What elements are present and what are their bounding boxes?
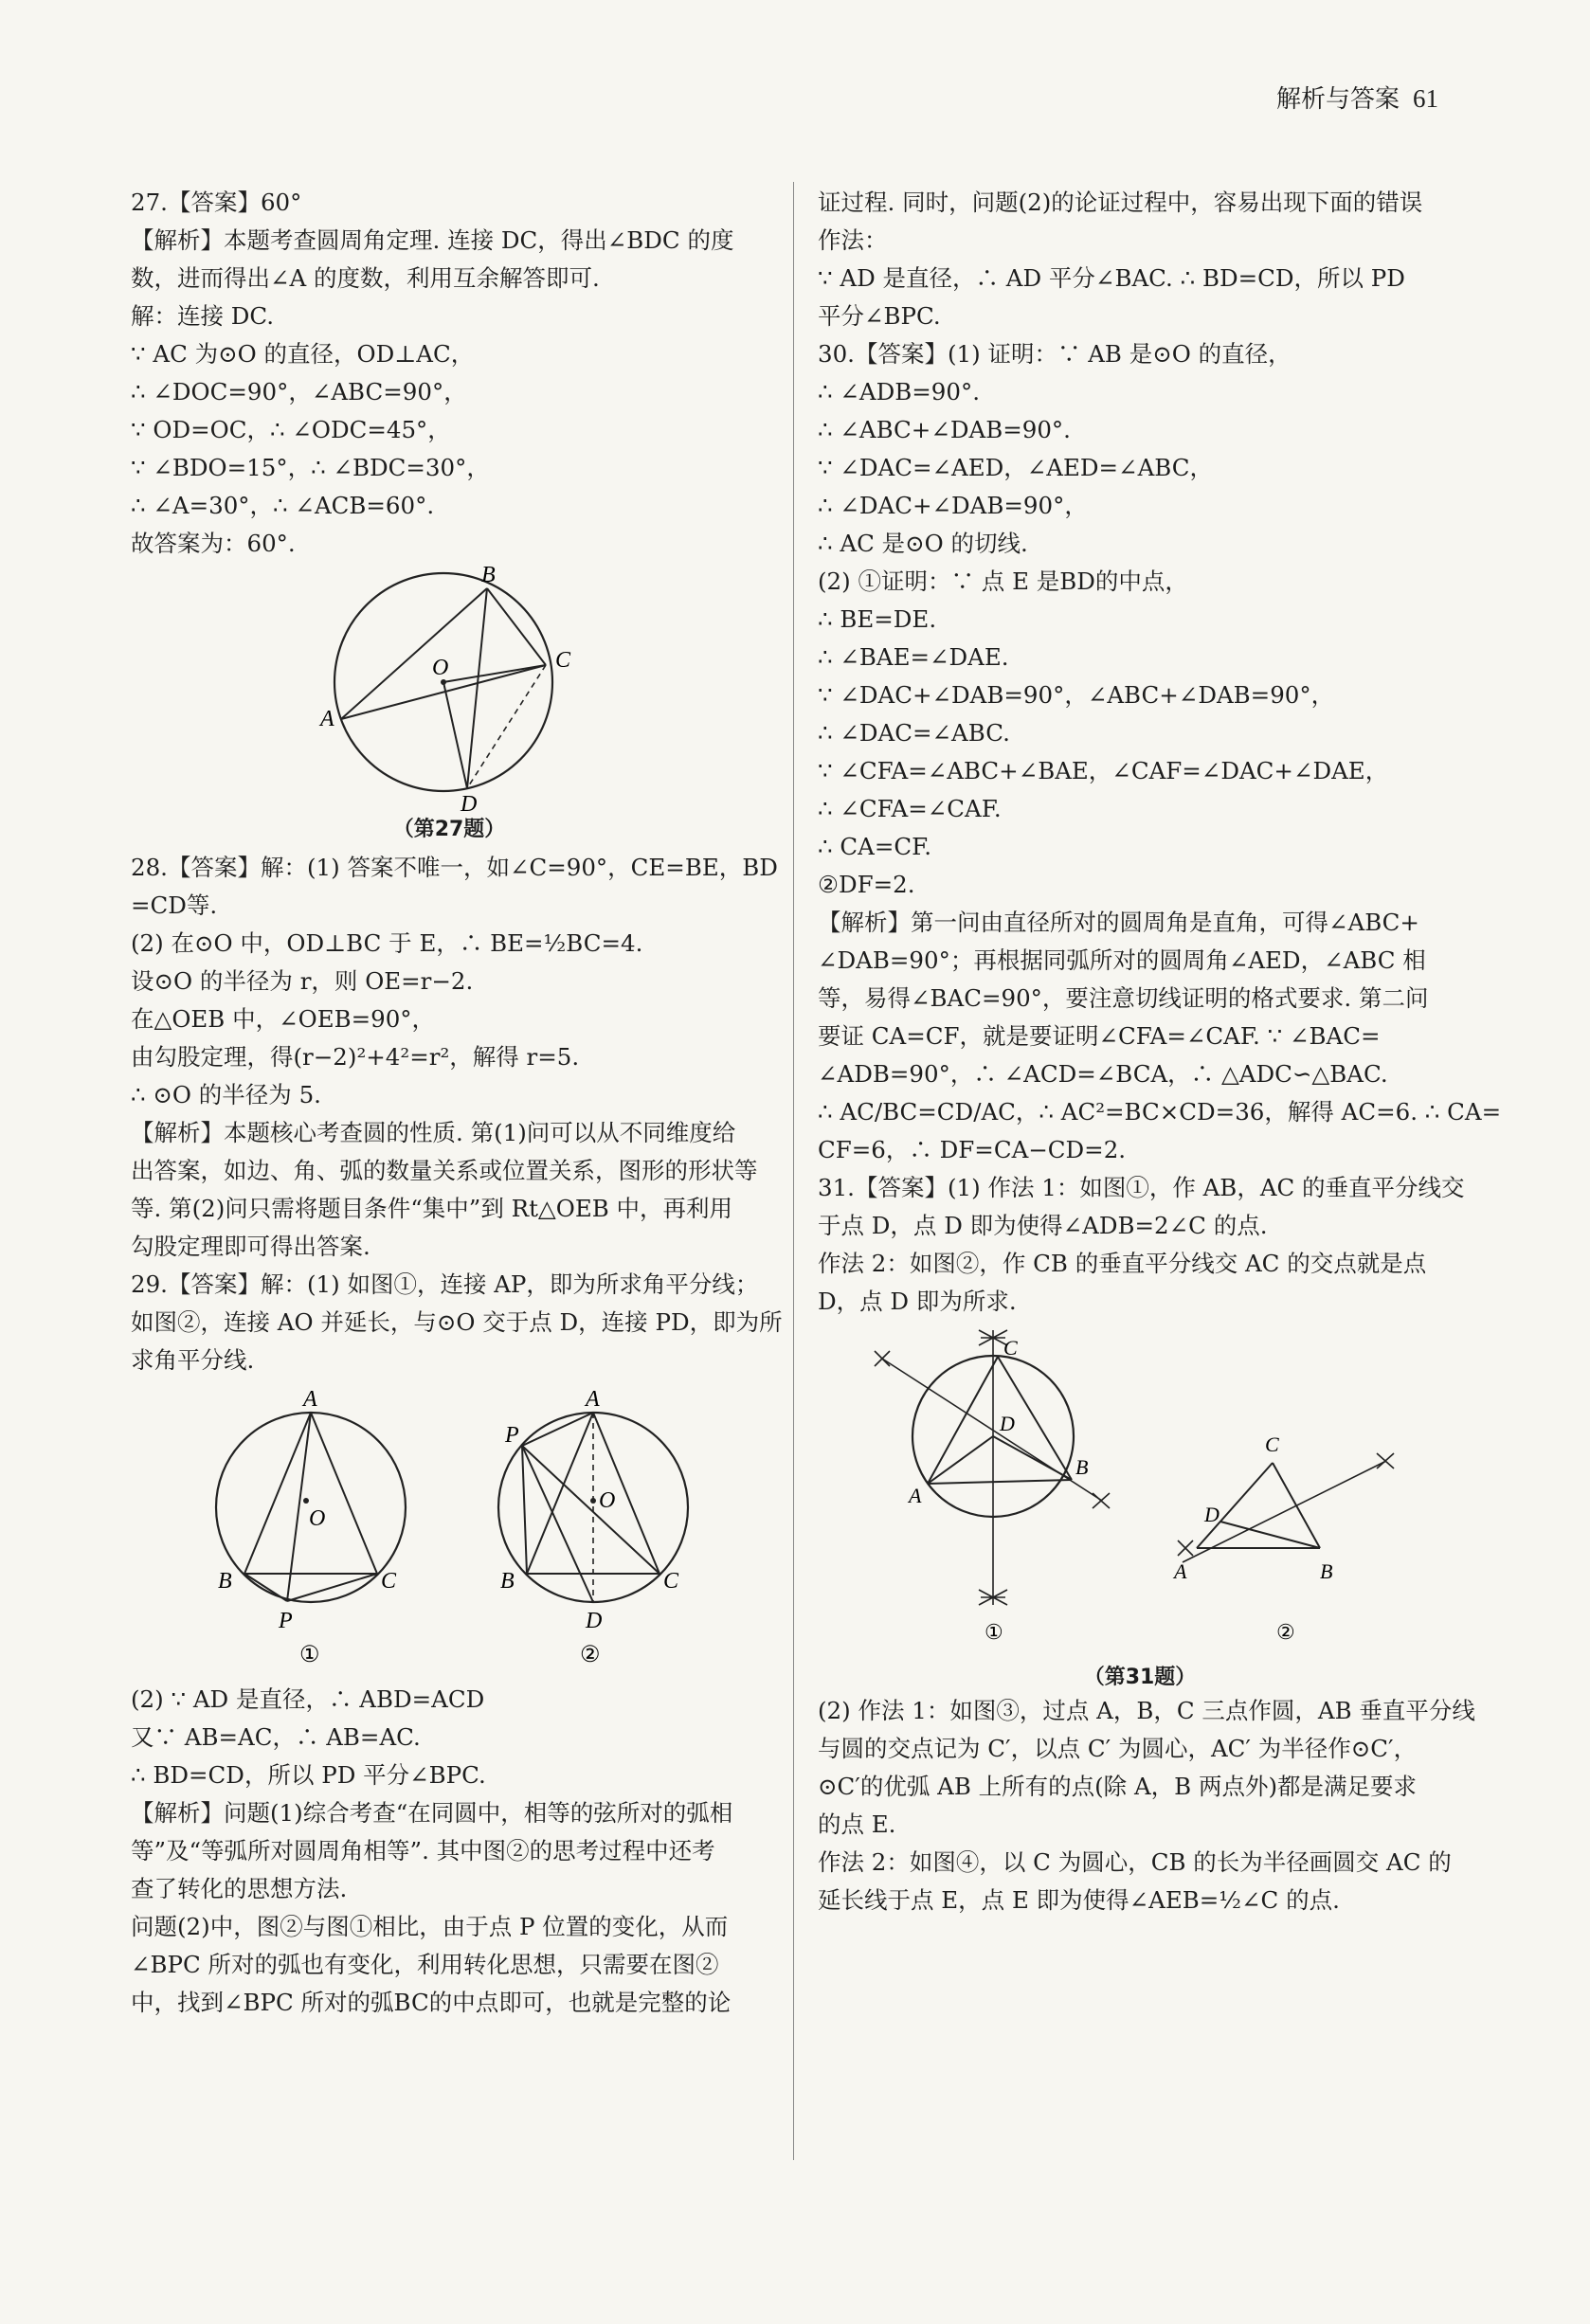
q27-solution-line: 解：连接 DC.: [131, 302, 275, 330]
figure-31-caption: （第31题）: [1083, 1666, 1197, 1689]
page-header: [1276, 80, 1438, 115]
fig31a-label-C: C: [1003, 1336, 1018, 1360]
q28-answer: 28.【答案】解：(1) 答案不唯一，如∠C=90°，CE=BE，BD: [131, 854, 778, 881]
q31-part2-line: 作法 2：如图④，以 C 为圆心，CB 的长为半径画圆交 AC 的: [818, 1848, 1452, 1876]
q30-line: ∴ ∠ADB=90°.: [818, 378, 980, 405]
q30-line: ∴ ∠DAC=∠ABC.: [818, 719, 1010, 747]
q27-solution-line: 故答案为：60°.: [131, 530, 296, 557]
figure-27: [131, 563, 768, 841]
right-column: [818, 184, 1502, 1919]
q31-line: 作法 2：如图②，作 CB 的垂直平分线交 AC 的交点就是点: [818, 1250, 1427, 1277]
q30-line: ∴ ∠ABC+∠DAB=90°.: [818, 416, 1071, 443]
q31-line: 于点 D，点 D 即为使得∠ADB=2∠C 的点.: [818, 1212, 1268, 1239]
q30-line: ∵ ∠CFA=∠ABC+∠BAE，∠CAF=∠DAC+∠DAE，: [818, 757, 1389, 784]
q29-line: 如图②，连接 AO 并延长，与⊙O 交于点 D，连接 PD，即为所: [131, 1308, 783, 1336]
figure-31: [818, 1321, 1462, 1689]
figure-27-diagram: [131, 563, 768, 817]
q30-analysis-line: ∴ AC/BC=CD/AC，∴ AC²=BC×CD=36，解得 AC=6. ∴ CA=: [818, 1098, 1502, 1126]
q31-part2-line: 与圆的交点记为 C′，以点 C′ 为圆心，AC′ 为半径作⊙C′，: [818, 1735, 1418, 1762]
figure-27-caption: （第27题）: [392, 818, 506, 841]
label-O: O: [432, 656, 449, 680]
q30-line: ∵ ∠DAC+∠DAB=90°，∠ABC+∠DAB=90°，: [818, 681, 1335, 709]
q28-analysis-line: 【解析】本题核心考查圆的性质. 第(1)问可以从不同维度给: [131, 1119, 736, 1146]
fig29a-label-C: C: [381, 1569, 397, 1594]
label-B: B: [481, 563, 496, 587]
label-D: D: [461, 792, 478, 817]
q27-solution-line: ∴ ∠A=30°，∴ ∠ACB=60°.: [131, 492, 435, 519]
q29-analysis-line: 【解析】问题(1)综合考查“在同圆中，相等的弦所对的弧相: [131, 1799, 733, 1827]
q29-analysis-line: 等”及“等弧所对圆周角相等”. 其中图②的思考过程中还考: [131, 1837, 715, 1865]
fig29a-label-P: P: [279, 1609, 293, 1633]
q30-line: ∴ AC 是⊙O 的切线.: [818, 530, 1028, 557]
q30-analysis-line: ∠DAB=90°；再根据同弧所对的圆周角∠AED，∠ABC 相: [818, 946, 1426, 974]
fig29a-label-B: B: [218, 1569, 232, 1594]
q28-analysis-line: 勾股定理即可得出答案.: [131, 1233, 370, 1260]
q30-line: ∴ ∠CFA=∠CAF.: [818, 795, 1002, 822]
q30-analysis-line: ∠ADB=90°，∴ ∠ACD=∠BCA，∴ △ADC∽△BAC.: [818, 1060, 1388, 1088]
q29-continued-line: 作法：: [818, 226, 888, 254]
q30-answer: 30.【答案】(1) 证明：∵ AB 是⊙O 的直径，: [818, 340, 1292, 368]
q28-line: (2) 在⊙O 中，OD⊥BC 于 E，∴ BE=½BC=4.: [131, 929, 643, 957]
left-column: [131, 184, 783, 2022]
q27-analysis-line: 数，进而得出∠A 的度数，利用互余解答即可.: [131, 264, 600, 292]
q28-analysis-line: 等. 第(2)问只需将题目条件“集中”到 Rt△OEB 中，再利用: [131, 1195, 733, 1222]
q29-analysis-line: 中，找到∠BPC 所对的弧BC的中点即可，也就是完整的论: [131, 1989, 732, 2016]
q31-line: D，点 D 即为所求.: [818, 1288, 1017, 1315]
fig31b-number: ②: [1276, 1620, 1295, 1644]
q27-solution-line: ∴ ∠DOC=90°，∠ABC=90°，: [131, 378, 467, 405]
q29-continued-line: 平分∠BPC.: [818, 302, 941, 330]
q29-answer: 29.【答案】解：(1) 如图①，连接 AP，即为所求角平分线；: [131, 1270, 759, 1298]
q29-analysis-line: 问题(2)中，图②与图①相比，由于点 P 位置的变化，从而: [131, 1913, 729, 1940]
q27-analysis-line: 【解析】本题考查圆周角定理. 连接 DC，得出∠BDC 的度: [131, 226, 734, 254]
fig31b-label-B: B: [1320, 1559, 1333, 1583]
q31-answer: 31.【答案】(1) 作法 1：如图①，作 AB，AC 的垂直平分线交: [818, 1174, 1465, 1201]
q31-part2-line: 延长线于点 E，点 E 即为使得∠AEB=½∠C 的点.: [818, 1886, 1340, 1914]
fig29b-label-C: C: [663, 1569, 679, 1594]
q28-line: 在△OEB 中，∠OEB=90°，: [131, 1005, 436, 1033]
q30-analysis-line: 等，易得∠BAC=90°，要注意切线证明的格式要求. 第二问: [818, 984, 1429, 1012]
fig29a-number: ①: [299, 1643, 320, 1667]
figure-31-diagram: [818, 1321, 1462, 1648]
fig29b-label-A: A: [586, 1387, 600, 1412]
q31-part2-line: ⊙C′的优弧 AB 上所有的点(除 A，B 两点外)都是满足要求: [818, 1773, 1417, 1800]
header-title: 解析与答案: [1275, 85, 1400, 114]
q30-line: ∵ ∠DAC=∠AED，∠AED=∠ABC，: [818, 454, 1213, 481]
q29-analysis-line: 查了转化的思想方法.: [131, 1875, 348, 1902]
q29-analysis-line: ∠BPC 所对的弧也有变化，利用转化思想，只需要在图②: [131, 1951, 719, 1978]
q29-continued-line: 证过程. 同时，问题(2)的论证过程中，容易出现下面的错误: [818, 189, 1423, 216]
fig29b-label-O: O: [599, 1488, 616, 1513]
q30-analysis-line: 【解析】第一问由直径所对的圆周角是直角，可得∠ABC+: [818, 909, 1419, 936]
page-number: 61: [1413, 84, 1438, 113]
fig31a-label-D: D: [1000, 1412, 1015, 1435]
fig29b-label-B: B: [500, 1569, 515, 1594]
q29-part2-line: (2) ∵ AD 是直径，∴ ABD=ACD: [131, 1685, 485, 1713]
q30-line: (2) ①证明：∵ 点 E 是BD的中点，: [818, 567, 1188, 595]
fig31b-label-A: A: [1174, 1559, 1187, 1583]
fig31a-number: ①: [985, 1620, 1003, 1644]
q29-line: 求角平分线.: [131, 1346, 255, 1374]
q28-line: ∴ ⊙O 的半径为 5.: [131, 1081, 321, 1108]
q31-part2-line: (2) 作法 1：如图③，过点 A，B，C 三点作圆，AB 垂直平分线: [818, 1697, 1475, 1724]
q27-solution-line: ∵ ∠BDO=15°，∴ ∠BDC=30°，: [131, 454, 490, 481]
fig29b-label-D: D: [586, 1609, 603, 1633]
label-C: C: [555, 648, 571, 673]
q30-analysis-line: 要证 CA=CF，就是要证明∠CFA=∠CAF. ∵ ∠BAC=: [818, 1022, 1381, 1050]
q30-line: ∴ ∠BAE=∠DAE.: [818, 643, 1009, 671]
q29-part2-line: ∴ BD=CD，所以 PD 平分∠BPC.: [131, 1761, 486, 1789]
column-divider: [793, 182, 794, 2160]
q30-line: ∴ BE=DE.: [818, 605, 937, 633]
fig29a-label-O: O: [309, 1506, 326, 1531]
q29-part2-line: 又∵ AB=AC，∴ AB=AC.: [131, 1723, 421, 1751]
fig31a-label-A: A: [909, 1484, 922, 1507]
fig29b-number: ②: [580, 1643, 601, 1667]
figure-29-diagram: [131, 1379, 768, 1673]
q30-line: ②DF=2.: [818, 871, 915, 898]
q28-line: =CD等.: [131, 892, 218, 919]
q28-line: 由勾股定理，得(r−2)²+4²=r²，解得 r=5.: [131, 1043, 580, 1071]
q30-line: ∴ ∠DAC+∠DAB=90°，: [818, 492, 1088, 519]
figure-29: [131, 1379, 768, 1673]
fig29a-label-A: A: [303, 1387, 317, 1412]
q30-analysis-line: CF=6，∴ DF=CA−CD=2.: [818, 1136, 1127, 1163]
q28-line: 设⊙O 的半径为 r，则 OE=r−2.: [131, 967, 474, 995]
q27-solution-line: ∵ OD=OC，∴ ∠ODC=45°，: [131, 416, 451, 443]
fig31b-label-D: D: [1204, 1503, 1220, 1526]
q29-continued-line: ∵ AD 是直径，∴ AD 平分∠BAC. ∴ BD=CD，所以 PD: [818, 264, 1405, 292]
q30-line: ∴ CA=CF.: [818, 833, 932, 860]
label-A: A: [320, 707, 334, 731]
q31-part2-line: 的点 E.: [818, 1811, 896, 1838]
q27-answer: 27.【答案】60°: [131, 189, 302, 216]
q27-solution-line: ∵ AC 为⊙O 的直径，OD⊥AC，: [131, 340, 475, 368]
fig31a-label-B: B: [1075, 1455, 1089, 1479]
q28-analysis-line: 出答案，如边、角、弧的数量关系或位置关系，图形的形状等: [131, 1157, 758, 1184]
fig31b-label-C: C: [1265, 1432, 1279, 1456]
fig29b-label-P: P: [505, 1423, 519, 1448]
